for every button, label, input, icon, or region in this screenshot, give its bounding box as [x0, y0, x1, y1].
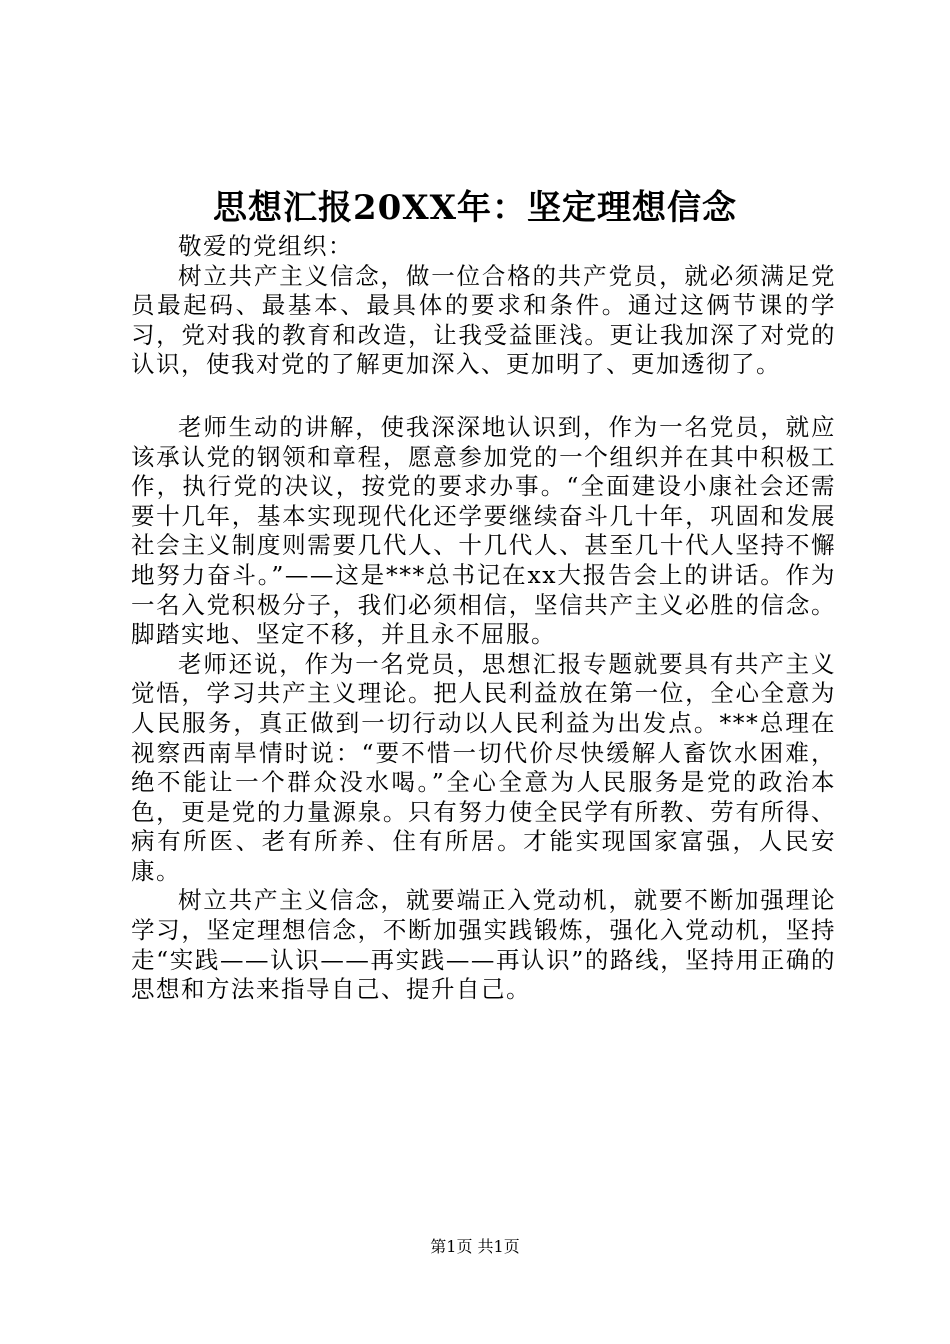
page-number-footer: 第1页 共1页 [430, 1237, 520, 1256]
paragraph-4: 树立共产主义信念，就要端正入党动机，就要不断加强理论学习，坚定理想信念，不断加强实践锻炼，强化入党动机，坚持走“实践——认识——再实践——再认识”的路线，坚持用正确的思想和方法来指导自己、提升自己。 [131, 886, 836, 1004]
document-title: 思想汇报20XX年：坚定理想信念 [212, 188, 738, 228]
document-body [131, 232, 836, 1005]
paragraph-2: 老师生动的讲解，使我深深地认识到，作为一名党员，就应该承认党的钢领和章程，愿意参加党的一个组织并在其中积极工作，执行党的决议，按党的要求办事。“全面建设小康社会还需要十几年，基本实现现代化还学要继续奋斗几十年，巩固和发展社会主义制度则需要几代人、十几代人、甚至几十代人坚持不懈地努力奋斗。”——这是***总书记在xx大报告会上的讲话。作为一名入党积极分子，我们必须相信，坚信共产主义必胜的信念。脚踏实地、坚定不移，并且永不屈服。 [131, 412, 836, 649]
paragraph-1: 树立共产主义信念，做一位合格的共产党员，就必须满足党员最起码、最基本、最具体的要求和条件。通过这俩节课的学习，党对我的教育和改造，让我受益匪浅。更让我加深了对党的认识，使我对党的了解更加深入、更加明了、更加透彻了。 [131, 261, 836, 379]
paragraph-3: 老师还说，作为一名党员，思想汇报专题就要具有共产主义觉悟，学习共产主义理论。把人民利益放在第一位，全心全意为人民服务，真正做到一切行动以人民利益为出发点。***总理在视察西南旱情时说：“要不惜一切代价尽快缓解人畜饮水困难，绝不能让一个群众没水喝。”全心全意为人民服务是党的政治本色，更是党的力量源泉。只有努力使全民学有所教、劳有所得、病有所医、老有所养、住有所居。才能实现国家富强，人民安康。 [131, 649, 836, 885]
salutation: 敬爱的党组织： [178, 232, 353, 260]
